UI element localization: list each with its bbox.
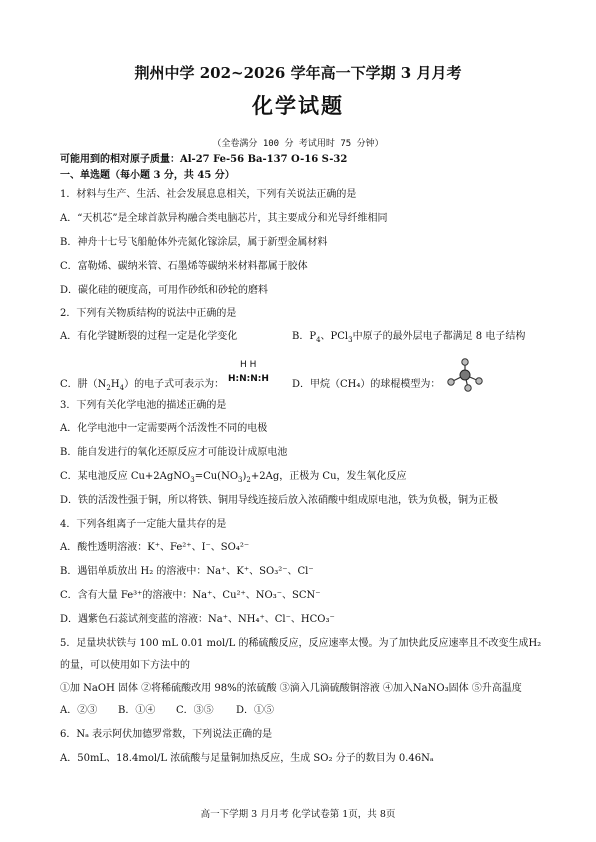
q2-option-a: A．有化学键断裂的过程一定是化学变化 <box>60 331 238 342</box>
q2-stem: 2．下列有关物质结构的说法中正确的是 <box>60 308 237 319</box>
q2-option-b: B．$P_4$、PCl$_3$中原子的最外层电子都满足 8 电子结构 <box>292 331 526 344</box>
q4-option-c: C．含有大量 Fe³⁺的溶液中：Na⁺、Cu²⁺、NO₃⁻、SCN⁻ <box>60 590 321 601</box>
q4-stem: 4．下列各组离子一定能大量共存的是 <box>60 519 227 530</box>
q3-option-c: C．某电池反应 $Cu+2AgNO_3=Cu(NO_3)_2+2Ag$，正极为 Cu，发生氧化反应 <box>60 471 407 484</box>
q6-stem: 6．Nₐ 表示阿伏加德罗常数，下列说法正确的是 <box>60 729 273 740</box>
methane-ball-stick-model <box>444 358 486 392</box>
q1-option-a: A．“天机芯”是全球首款异构融合类电脑芯片，其主要成分和光导纤维相同 <box>60 213 388 224</box>
page-footer: 高一下学期 3 月月考 化学试卷第 1页，共 8页 <box>200 809 396 820</box>
q3-option-a: A．化学电池中一定需要两个活泼性不同的电极 <box>60 423 268 434</box>
q3-option-d: D．铁的活泼性强于铜，所以将铁、铜用导线连接后放入浓硝酸中组成原电池，铁为负极，铜为正极 <box>60 495 499 506</box>
q5-choice-d: D．①⑤ <box>236 705 275 716</box>
section-heading: 一、单选题（每小题 3 分，共 45 分） <box>60 170 235 181</box>
q1-option-d: D．碳化硅的硬度高，可用作砂纸和砂轮的磨料 <box>60 285 269 296</box>
q4-option-d: D．遇紫色石蕊试剂变蓝的溶液：Na⁺、NH₄⁺、Cl⁻、HCO₃⁻ <box>60 614 335 625</box>
q5-stem-line1: 5．足量块状铁与 100 mL 0.01 mol/L 的稀硫酸反应，反应速率太慢。为了加快此反应速率且不改变生成H₂ <box>60 638 542 649</box>
q1-stem: 1．材料与生产、生活、社会发展息息相关，下列有关说法正确的是 <box>60 189 357 200</box>
q6-option-a: A．50mL、18.4mol/L 浓硫酸与足量铜加热反应，生成 SO₂ 分子的数目为 0.46Nₐ <box>60 753 434 764</box>
q1-option-c: C．富勒烯、碳纳米管、石墨烯等碳纳米材料都属于胶体 <box>60 261 308 272</box>
q5-method-list: ①加 NaOH 固体 ②将稀硫酸改用 98%的浓硫酸 ③滴入几滴硫酸铜溶液 ④加入NaNO₃固体 ⑤升高温度 <box>60 683 522 694</box>
q3-stem: 3．下列有关化学电池的描述正确的是 <box>60 400 227 411</box>
subject-title: 化学试题 <box>252 93 344 118</box>
q5-choice-a: A．②③ <box>60 705 98 716</box>
q5-choice-c: C．③⑤ <box>176 705 214 716</box>
q2-option-c: C．肼$(N_2H_4)$的电子式可表示为： <box>60 379 225 392</box>
q5-stem-line2: 的量，可以使用如下方法中的 <box>60 660 190 671</box>
hydrazine-formula-top: H H <box>240 360 257 370</box>
q1-option-b: B．神舟十七号飞船舱体外壳氮化镓涂层，属于新型金属材料 <box>60 237 328 248</box>
atomic-masses: 可能用到的相对原子质量：Al-27 Fe-56 Ba-137 O-16 S-32 <box>60 154 348 165</box>
q4-option-a: A．酸性透明溶液：K⁺、Fe²⁺、I⁻、SO₄²⁻ <box>60 542 250 553</box>
exam-title: 荆州中学 202~2026 学年高一下学期 3 月月考 <box>134 64 462 82</box>
q3-option-b: B．能自发进行的氧化还原反应才可能设计成原电池 <box>60 447 288 458</box>
q2-option-d: D．甲烷（CH₄）的球棍模型为： <box>292 379 441 390</box>
q5-choice-b: B．①④ <box>118 705 156 716</box>
hydrazine-formula-mid: H:N:N:H <box>228 374 269 384</box>
exam-note: （全卷满分 100 分 考试用时 75 分钟） <box>212 139 384 149</box>
q4-option-b: B．遇铝单质放出 H₂ 的溶液中：Na⁺、K⁺、SO₃²⁻、Cl⁻ <box>60 566 314 577</box>
